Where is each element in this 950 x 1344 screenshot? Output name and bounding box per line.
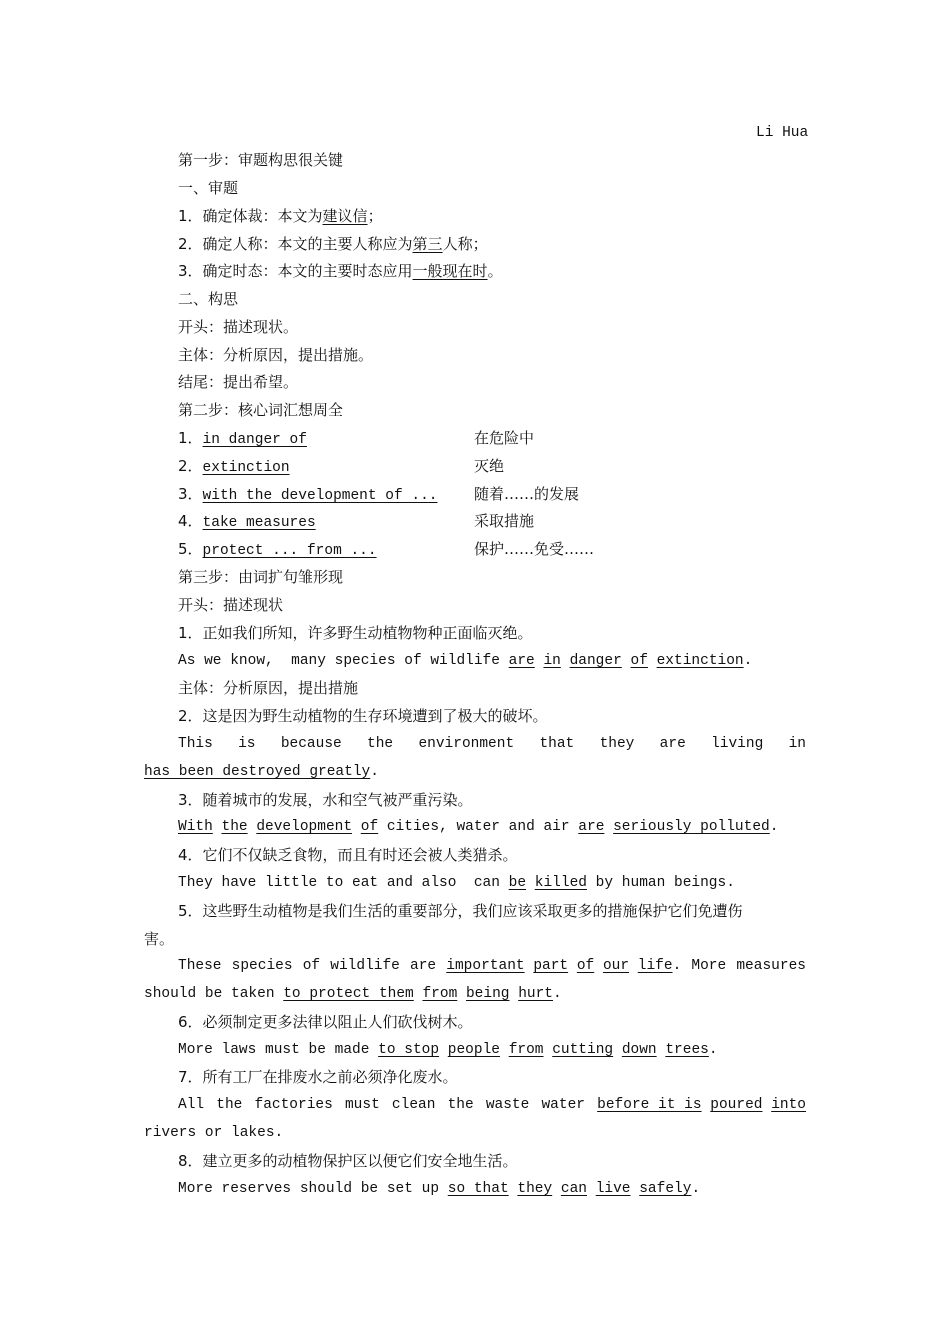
sentence-5-cn-line2: 害。 [144, 930, 175, 948]
document-page: Li Hua 第一步：审题构思很关键 一、审题 1．确定体裁：本文为建议信； 2．确定人称：本文的主要人称应为第三人称； 3．确定时态：本文的主要时态应用一般现在时。 二、构思 开头：描述现状。 主体：分析原因，提出措施。 结尾：提出希望。 第二步：核心词汇想周全 1．in danger of 在危险中 2．extinction 灭绝 3．with the development of ... 随着……的发展 4．take measures 采取措施 5．protect ... from ... 保护……免受…… 第三步：由词扩句雏形现 开头：描述现状 1．正如我们所知，许多野生动植物物种正面临灭绝。 As we know, many species of wildlife are in danger of extinction. 主体：分析原因，提出措施 2．这是因为野生动植物的生存环境遭到了极大的破坏。 This is because the environment that they are living in has been destroyed greatly. 3．随着城市的发展，水和空气被严重污染。 With the development of cities, water and air are seriously polluted. 4．它们不仅缺乏食物，而且有时还会被人类猎杀。 They have little to eat and also can be killed by human beings. 5．这些野生动植物是我们生活的重要部分，我们应该采取更多的措施保护它们免遭伤 害。 These species of wildlife are important part of our life. More measures should be taken to protect them from being hurt. 6．必须制定更多法律以阻止人们砍伐树木。 More laws must be made to stop people from cutting down trees. 7．所有工厂在排废水之前必须净化废水。 All the factories must clean the waste water before it is poured into rivers or lakes. 8．建立更多的动植物保护区以便它们安全地生活。 More reserves should be set up so that they can live safely. [144, 125, 809, 1197]
sentence-5-en-line1: These species of wildlife are important part of our life. More measures [178, 958, 806, 974]
sentence-8-en: More reserves should be set up so that they can live safely. [178, 1181, 701, 1197]
outline-ending: 结尾：提出希望。 [178, 373, 299, 391]
sentence-6-cn: 6．必须制定更多法律以阻止人们砍伐树木。 [178, 1013, 473, 1031]
sentence-1-cn: 1．正如我们所知，许多野生动植物物种正面临灭绝。 [178, 624, 533, 642]
analysis-item-3: 3．确定时态：本文的主要时态应用一般现在时。 [178, 262, 503, 280]
step3-title: 第三步：由词扩句雏形现 [178, 568, 344, 586]
sentence-6-en: More laws must be made to stop people from cutting down trees. [178, 1042, 718, 1058]
sentence-5-en-line2: should be taken to protect them from being hurt. [144, 986, 562, 1002]
outline-opening: 开头：描述现状。 [178, 318, 299, 336]
sentence-3-en: With the development of cities, water and air are seriously polluted. [178, 819, 779, 835]
step1-title: 第一步：审题构思很关键 [178, 151, 344, 169]
sentence-7-en-line1: All the factories must clean the waste water before it is poured into [178, 1097, 806, 1113]
signature: Li Hua [756, 125, 809, 141]
sentence-7-en-line2: rivers or lakes. [144, 1125, 284, 1141]
sentence-2-en-line2: has been destroyed greatly. [144, 764, 379, 780]
section1-title: 一、审题 [178, 179, 239, 197]
sentence-1-en: As we know, many species of wildlife are in danger of extinction. [178, 653, 753, 669]
sentence-5-cn-line1: 5．这些野生动植物是我们生活的重要部分，我们应该采取更多的措施保护它们免遭伤 [178, 902, 743, 920]
sentence-4-cn: 4．它们不仅缺乏食物，而且有时还会被人类猎杀。 [178, 846, 518, 864]
analysis-item-1: 1．确定体裁：本文为建议信； [178, 207, 383, 225]
sentence-3-cn: 3．随着城市的发展，水和空气被严重污染。 [178, 791, 473, 809]
sentence-2-cn: 2．这是因为野生动植物的生存环境遭到了极大的破坏。 [178, 707, 548, 725]
opening-heading: 开头：描述现状 [178, 596, 284, 614]
sentence-4-en: They have little to eat and also can be killed by human beings. [178, 875, 735, 891]
outline-body: 主体：分析原因，提出措施。 [178, 346, 374, 364]
sentence-7-cn: 7．所有工厂在排废水之前必须净化废水。 [178, 1068, 458, 1086]
step2-title: 第二步：核心词汇想周全 [178, 401, 344, 419]
analysis-item-2: 2．确定人称：本文的主要人称应为第三人称； [178, 235, 488, 253]
body-heading: 主体：分析原因，提出措施 [178, 679, 359, 697]
sentence-2-en-line1: This is because the environment that they are living in [178, 736, 806, 752]
section2-title: 二、构思 [178, 290, 239, 308]
sentence-8-cn: 8．建立更多的动植物保护区以便它们安全地生活。 [178, 1152, 518, 1170]
